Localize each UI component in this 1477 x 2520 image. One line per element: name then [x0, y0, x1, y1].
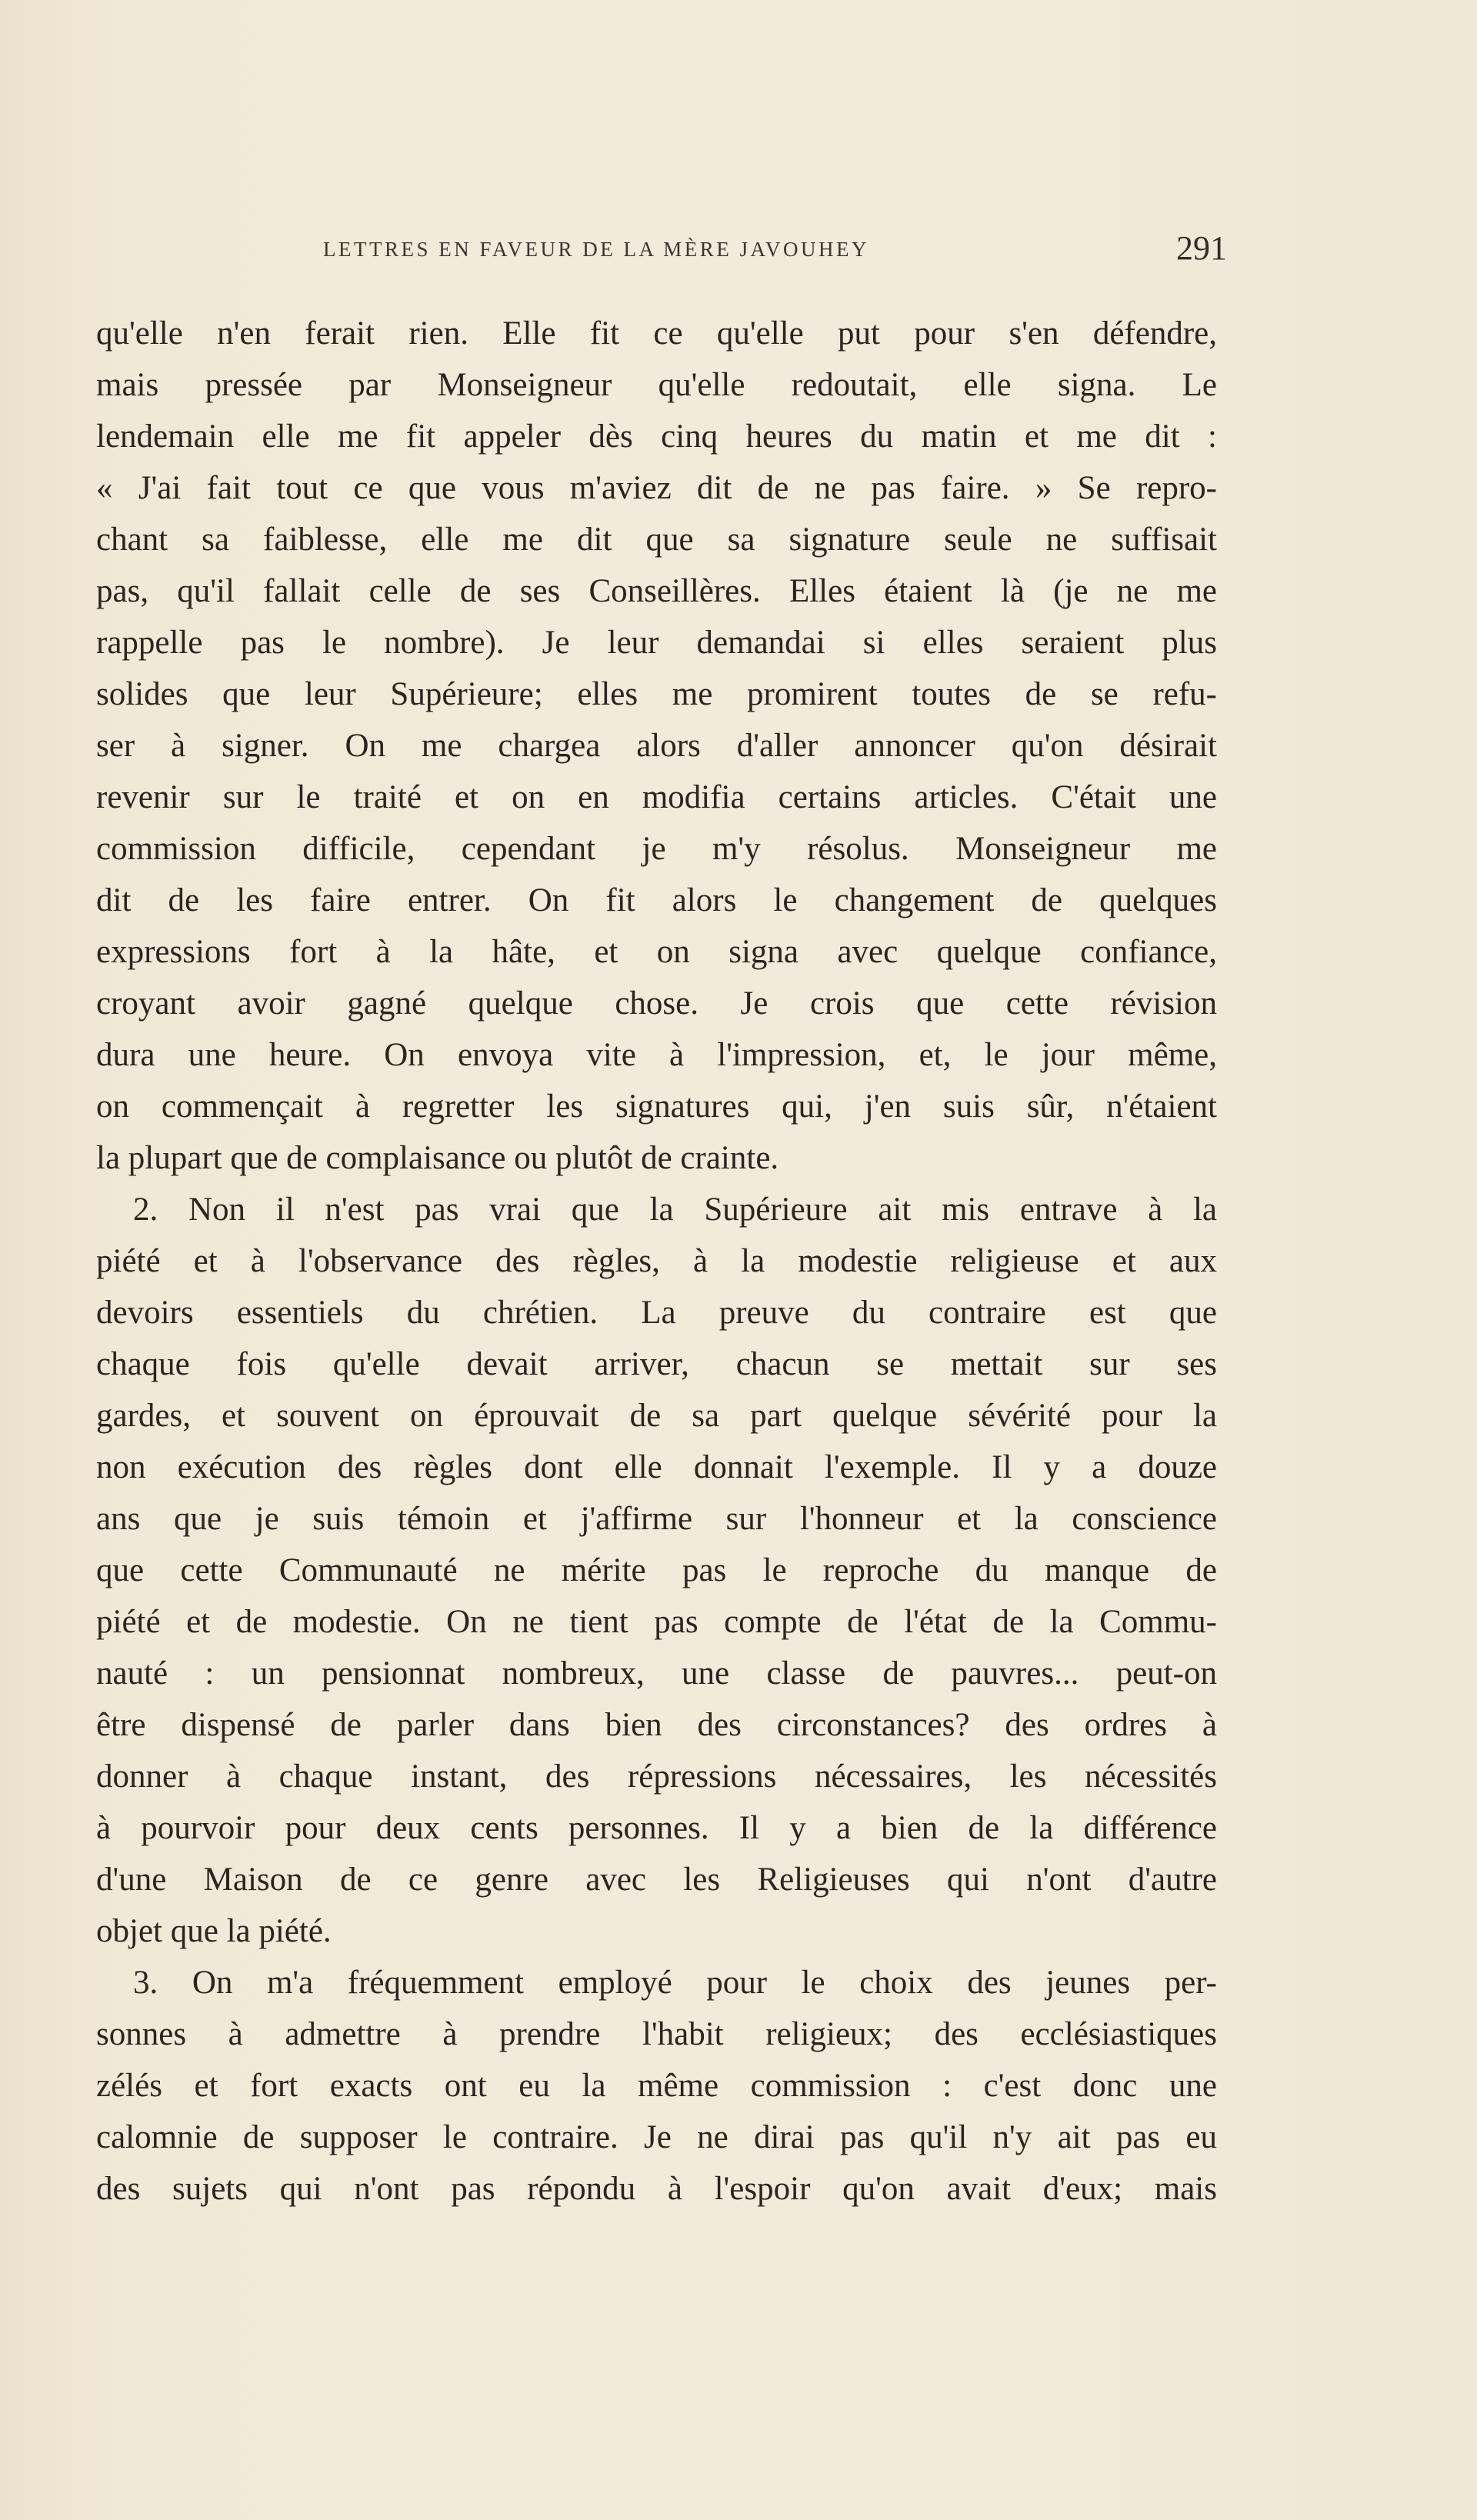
text-line: croyant avoir gagné quelque chose. Je crois que cette révision [96, 985, 1217, 1022]
text-line: expressions fort à la hâte, et on signa avec quelque confiance, [96, 934, 1217, 970]
text-line: gardes, et souvent on éprouvait de sa part quelque sévérité pour la [96, 1398, 1217, 1434]
text-line: que cette Communauté ne mérite pas le reproche du manque de [96, 1552, 1217, 1588]
text-line: ans que je suis témoin et j'affirme sur l'honneur et la conscience [96, 1501, 1217, 1537]
text-line: dura une heure. On envoya vite à l'impression, et, le jour même, [96, 1037, 1217, 1073]
text-line: chant sa faiblesse, elle me dit que sa signature seule ne suffisait [96, 522, 1217, 558]
paragraph-start-line: 2. Non il n'est pas vrai que la Supérieure ait mis entrave à la [133, 1192, 1217, 1228]
running-title: LETTRES EN FAVEUR DE LA MÈRE JAVOUHEY [323, 238, 870, 261]
text-line: non exécution des règles dont elle donnait l'exemple. Il y a douze [96, 1449, 1217, 1485]
text-line: dit de les faire entrer. On fit alors le changement de quelques [96, 882, 1217, 918]
body-text [96, 308, 1217, 2215]
paragraph-start-line: 3. On m'a fréquemment employé pour le choix des jeunes per- [133, 1965, 1217, 2001]
text-line: on commençait à regretter les signatures qui, j'en suis sûr, n'étaient [96, 1088, 1217, 1125]
text-line: rappelle pas le nombre). Je leur demandai si elles seraient plus [96, 625, 1217, 661]
text-line: être dispensé de parler dans bien des circonstances? des ordres à [96, 1707, 1217, 1743]
text-line: lendemain elle me fit appeler dès cinq heures du matin et me dit : [96, 418, 1217, 455]
text-line: solides que leur Supérieure; elles me promirent toutes de se refu- [96, 676, 1217, 712]
text-line: d'une Maison de ce genre avec les Religieuses qui n'ont d'autre [96, 1862, 1217, 1898]
text-line: « J'ai fait tout ce que vous m'aviez dit de ne pas faire. » Se repro- [96, 470, 1217, 506]
text-line: revenir sur le traité et on en modifia certains articles. C'était une [96, 779, 1217, 815]
text-line: mais pressée par Monseigneur qu'elle redoutait, elle signa. Le [96, 367, 1217, 403]
paragraph-end-line: objet que la piété. [96, 1913, 332, 1949]
paragraph-end-line: la plupart que de complaisance ou plutôt de crainte. [96, 1140, 779, 1176]
text-line: piété et de modestie. On ne tient pas compte de l'état de la Commu- [96, 1604, 1217, 1640]
text-line: pas, qu'il fallait celle de ses Conseillères. Elles étaient là (je ne me [96, 573, 1217, 609]
text-line: chaque fois qu'elle devait arriver, chacun se mettait sur ses [96, 1346, 1217, 1382]
text-line: zélés et fort exacts ont eu la même commission : c'est donc une [96, 2068, 1217, 2104]
text-line: ser à signer. On me chargea alors d'aller annoncer qu'on désirait [96, 728, 1217, 764]
text-line: piété et à l'observance des règles, à la modestie religieuse et aux [96, 1243, 1217, 1279]
text-line: des sujets qui n'ont pas répondu à l'espoir qu'on avait d'eux; mais [96, 2171, 1217, 2207]
text-line: à pourvoir pour deux cents personnes. Il y a bien de la différence [96, 1810, 1217, 1846]
text-line: nauté : un pensionnat nombreux, une classe de pauvres... peut-on [96, 1655, 1217, 1692]
text-line: calomnie de supposer le contraire. Je ne dirai pas qu'il n'y ait pas eu [96, 2119, 1217, 2155]
text-line: qu'elle n'en ferait rien. Elle fit ce qu'elle put pour s'en défendre, [96, 315, 1217, 352]
text-line: commission difficile, cependant je m'y résolus. Monseigneur me [96, 831, 1217, 867]
page-number: 291 [1176, 229, 1227, 267]
text-line: devoirs essentiels du chrétien. La preuve du contraire est que [96, 1295, 1217, 1331]
running-head [96, 228, 1227, 267]
text-line: donner à chaque instant, des répressions nécessaires, les nécessités [96, 1758, 1217, 1795]
text-line: sonnes à admettre à prendre l'habit religieux; des ecclésiastiques [96, 2016, 1217, 2052]
